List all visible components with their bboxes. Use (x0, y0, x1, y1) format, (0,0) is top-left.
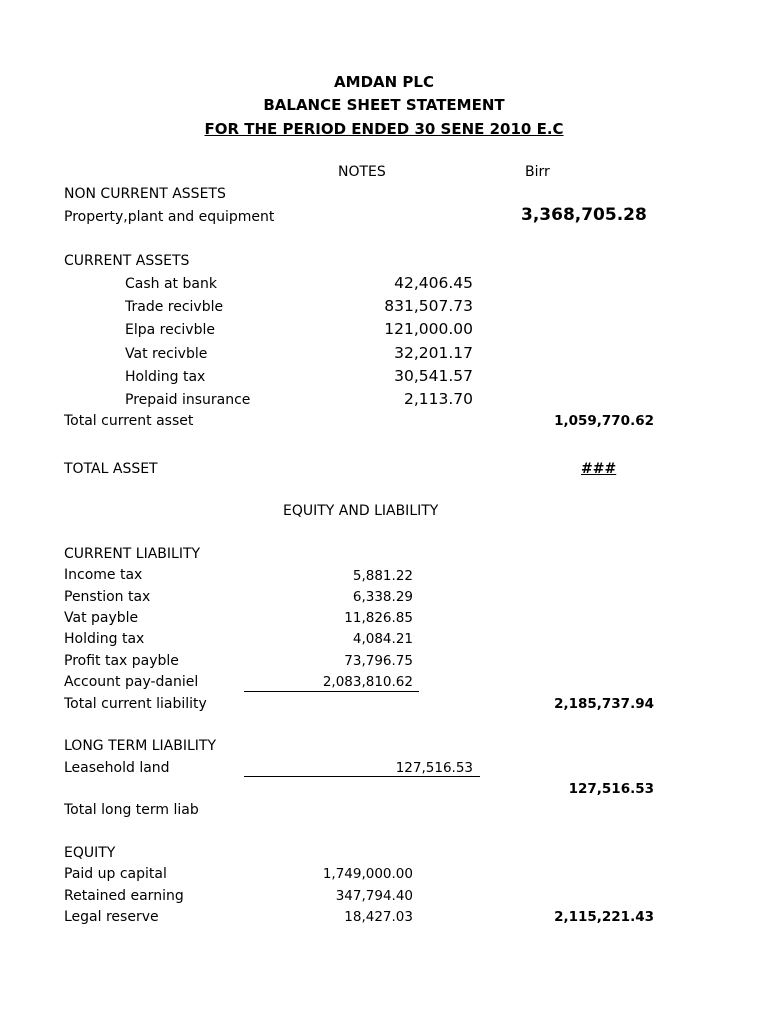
equity-total-value: 2,115,221.43 (554, 909, 654, 925)
equity-item-value: 18,427.03 (344, 909, 413, 925)
current-liability-label: Account pay-daniel (64, 674, 199, 690)
period-title (0, 121, 768, 137)
current-assets-heading: CURRENT ASSETS (64, 253, 190, 269)
leasehold-underline (244, 776, 480, 777)
total-current-liability-label: Total current liability (64, 696, 207, 712)
leasehold-land-value: 127,516.53 (395, 760, 473, 776)
current-asset-label: Vat recivble (125, 346, 208, 362)
current-asset-label: Prepaid insurance (125, 392, 251, 408)
equity-heading: EQUITY (64, 845, 116, 861)
long-term-liability-heading: LONG TERM LIABILITY (64, 738, 217, 754)
equity-item-label: Retained earning (64, 888, 184, 904)
current-asset-value: 42,406.45 (394, 274, 473, 292)
current-liability-label: Income tax (64, 567, 143, 583)
current-liability-value: 11,826.85 (344, 610, 413, 626)
current-liability-label: Penstion tax (64, 589, 151, 605)
total-asset-value: ### (581, 461, 617, 477)
current-asset-value: 121,000.00 (384, 320, 473, 338)
long-term-subtotal-value: 127,516.53 (568, 781, 654, 797)
currency-column-header: Birr (525, 164, 550, 180)
current-liability-value: 2,083,810.62 (322, 674, 413, 690)
company-name: AMDAN PLC (334, 73, 434, 91)
current-liability-label: Holding tax (64, 631, 145, 647)
current-asset-label: Cash at bank (125, 276, 217, 292)
current-liability-label: Profit tax payble (64, 653, 179, 669)
total-current-asset-value: 1,059,770.62 (554, 413, 654, 429)
current-asset-label: Trade recivble (125, 299, 224, 315)
equity-item-label: Legal reserve (64, 909, 159, 925)
period-text: FOR THE PERIOD ENDED 30 SENE 2010 E.C (204, 120, 564, 138)
equity-item-value: 1,749,000.00 (322, 866, 413, 882)
total-asset-label: TOTAL ASSET (64, 461, 158, 477)
current-liability-value: 5,881.22 (352, 568, 413, 584)
current-asset-value: 32,201.17 (394, 344, 473, 362)
total-current-liability-value: 2,185,737.94 (554, 696, 654, 712)
ppe-label: Property,plant and equipment (64, 209, 275, 225)
current-liability-value: 4,084.21 (352, 631, 413, 647)
current-asset-value: 2,113.70 (403, 390, 473, 408)
current-liability-value: 6,338.29 (352, 589, 413, 605)
subtotal-underline (244, 691, 419, 692)
equity-item-value: 347,794.40 (335, 888, 413, 904)
total-current-asset-label: Total current asset (64, 413, 194, 429)
current-liability-label: Vat payble (64, 610, 139, 626)
ppe-value: 3,368,705.28 (521, 205, 647, 225)
current-asset-value: 30,541.57 (394, 367, 473, 385)
notes-column-header: NOTES (338, 164, 386, 180)
leasehold-land-label: Leasehold land (64, 760, 170, 776)
current-liability-heading: CURRENT LIABILITY (64, 546, 201, 562)
statement-title: BALANCE SHEET STATEMENT (263, 96, 505, 114)
current-asset-value: 831,507.73 (384, 297, 473, 315)
equity-liability-heading: EQUITY AND LIABILITY (283, 503, 439, 519)
current-asset-label: Elpa recivble (125, 322, 215, 338)
total-long-term-liability-label: Total long term liab (64, 802, 199, 818)
current-asset-label: Holding tax (125, 369, 206, 385)
current-liability-value: 73,796.75 (344, 653, 413, 669)
equity-item-label: Paid up capital (64, 866, 167, 882)
non-current-assets-heading: NON CURRENT ASSETS (64, 186, 226, 202)
